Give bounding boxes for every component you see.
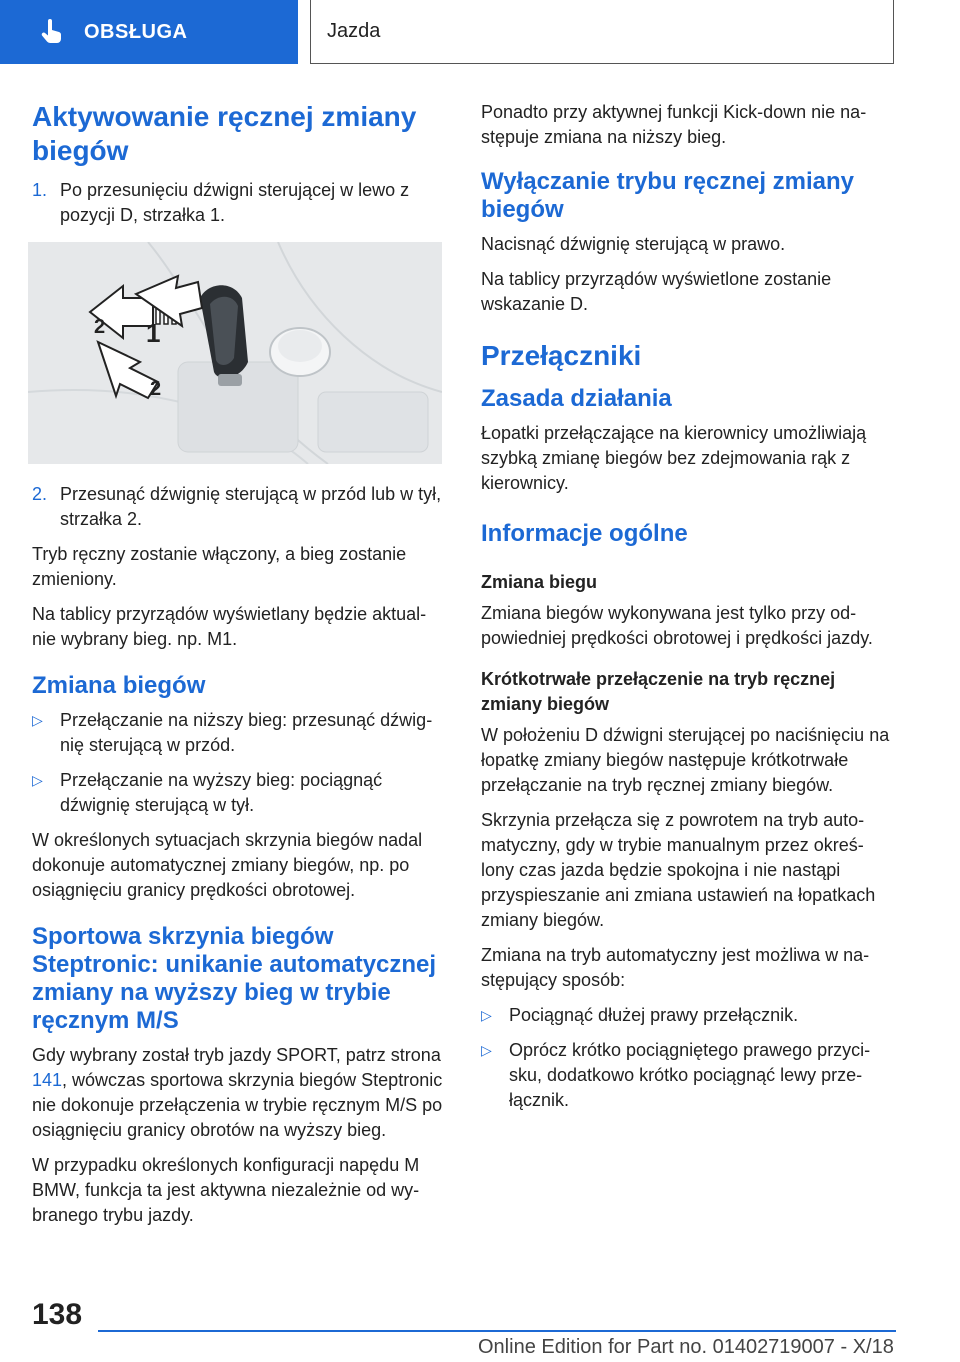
triangle-bullet-icon: ▷ bbox=[481, 1007, 492, 1023]
section-tab-label: OBSŁUGA bbox=[84, 20, 188, 43]
bullet-upshift-text: Przełączanie na wyższy bieg: pociągnąć dźwignię sterującą w tył. bbox=[60, 770, 383, 815]
bullet-pull-left bbox=[481, 1038, 895, 1113]
triangle-bullet-icon: ▷ bbox=[32, 772, 43, 788]
paragraph-sport-mode-a: Gdy wybrany został tryb jazdy SPORT, patrz strona bbox=[32, 1045, 441, 1065]
paragraph-m-drive: W przypadku określonych konfiguracji napędu M BMW, funkcja ta jest aktywna niezależnie od wy-branego trybu jazdy. bbox=[32, 1155, 420, 1225]
figure-label-arrow-1: 1 bbox=[146, 318, 161, 348]
left-column bbox=[32, 100, 446, 1238]
page-number: 138 bbox=[32, 1298, 83, 1331]
heading-principle: Zasada działania bbox=[481, 385, 672, 412]
triangle-bullet-icon: ▷ bbox=[32, 712, 43, 728]
step-1 bbox=[32, 178, 446, 228]
step-1-text: Po przesunięciu dźwigni sterującej w lewo z pozycji D, strzałka 1. bbox=[60, 180, 410, 225]
paragraph-display-gear: Na tablicy przyrządów wyświetlany będzie aktual-nie wybrany bieg. np. M1. bbox=[32, 604, 427, 649]
heading-activate-manual: Aktywowanie ręcznej zmiany biegów bbox=[32, 101, 417, 166]
paragraph-gear-conditions: Zmiana biegów wykonywana jest tylko przy od-powiedniej prędkości obrotowej i prędkości jazdy. bbox=[481, 603, 873, 648]
heading-switches: Przełączniki bbox=[481, 340, 642, 371]
heading-deactivate-manual: Wyłączanie trybu ręcznej zmiany biegów bbox=[481, 168, 855, 223]
bullet-downshift-text: Przełączanie na niższy bieg: przesunąć dźwig-nię sterującą w przód. bbox=[60, 710, 433, 755]
bullet-pull-right bbox=[481, 1003, 895, 1028]
paragraph-auto-shift: W określonych sytuacjach skrzynia biegów nadal dokonuje automatycznej zmiany biegów, np. po osiągnięciu granicy prędkości obrotowej. bbox=[32, 830, 423, 900]
step-2-number: 2. bbox=[32, 484, 48, 504]
section-tab-obsluga[interactable] bbox=[0, 0, 298, 64]
bullet-upshift bbox=[32, 768, 446, 818]
step-2-text: Przesunąć dźwignię sterującą w przód lub w tył, strzałka 2. bbox=[60, 484, 442, 529]
footer-edition: Online Edition for Part no. 01402719007 - X/18 bbox=[478, 1336, 894, 1358]
paragraph-short-manual: W położeniu D dźwigni sterującej po naciśnięciu na łopatkę zmiany biegów następuje krótkotrwałe przełączanie na tryb ręcznej zmiany biegów. bbox=[481, 725, 890, 795]
hand-pointer-icon bbox=[38, 18, 66, 46]
paragraph-sport-mode-b: , wówczas sportowa skrzynia biegów Steptronic nie dokonuje przełączenia w trybie ręcznym M/S po osiągnięciu granicy obrotów na wyższy bieg. bbox=[32, 1070, 443, 1140]
heading-sport-steptronic: Sportowa skrzynia biegów Steptronic: unikanie automatycznej zmiany na wyższy bieg w trybie ręcznym M/S bbox=[32, 923, 437, 1034]
chapter-tab-jazda[interactable] bbox=[310, 0, 894, 64]
heading-gear-change-single: Zmiana biegu bbox=[481, 572, 598, 592]
figure-label-arrow-2-top: 2 bbox=[94, 316, 106, 338]
right-column bbox=[481, 100, 895, 1123]
paragraph-sport-mode bbox=[32, 1043, 446, 1143]
bullet-pull-left-text: Oprócz krótko pociągniętego prawego przyci-sku, dodatkowo krótko pociągnąć lewy prze-łącznik. bbox=[509, 1040, 871, 1110]
step-2 bbox=[32, 482, 446, 532]
heading-short-manual: Krótkotrwałe przełączenie na tryb ręcznej zmiany biegów bbox=[481, 669, 836, 714]
paragraph-kickdown: Ponadto przy aktywnej funkcji Kick-down nie na-stępuje zmiana na niższy bieg. bbox=[481, 102, 867, 147]
gear-lever-drawing bbox=[28, 242, 442, 464]
paragraph-paddles: Łopatki przełączające na kierownicy umożliwiają szybką zmianę biegów bez zdejmowania rąk z kierownicy. bbox=[481, 423, 867, 493]
gear-lever-illustration bbox=[28, 242, 442, 464]
triangle-bullet-icon: ▷ bbox=[481, 1042, 492, 1058]
paragraph-display-d: Na tablicy przyrządów wyświetlone zostanie wskazanie D. bbox=[481, 269, 832, 314]
heading-general-info: Informacje ogólne bbox=[481, 520, 688, 547]
figure-label-arrow-2-bottom: 2 bbox=[150, 378, 162, 400]
paragraph-return-auto: Skrzynia przełącza się z powrotem na tryb auto-matyczny, gdy w trybie manualnym przez okreś-lony czas jazda będzie spokojna i nie nastąpi przyspieszanie ani zmiana ustawień na łopatkach zmiany biegów. bbox=[481, 810, 876, 930]
bullet-pull-right-text: Pociągnąć dłużej prawy przełącznik. bbox=[509, 1005, 799, 1025]
step-1-number: 1. bbox=[32, 180, 48, 200]
footer-divider bbox=[98, 1330, 896, 1332]
chapter-tab-label: Jazda bbox=[327, 20, 381, 42]
paragraph-manual-on: Tryb ręczny zostanie włączony, a bieg zostanie zmieniony. bbox=[32, 544, 407, 589]
heading-gear-change: Zmiana biegów bbox=[32, 672, 206, 699]
page-link-141[interactable]: 141 bbox=[32, 1070, 63, 1090]
bullet-downshift bbox=[32, 708, 446, 758]
paragraph-auto-ways: Zmiana na tryb automatyczny jest możliwa w na-stępujący sposób: bbox=[481, 945, 870, 990]
paragraph-press-right: Nacisnąć dźwignię sterującą w prawo. bbox=[481, 234, 786, 254]
